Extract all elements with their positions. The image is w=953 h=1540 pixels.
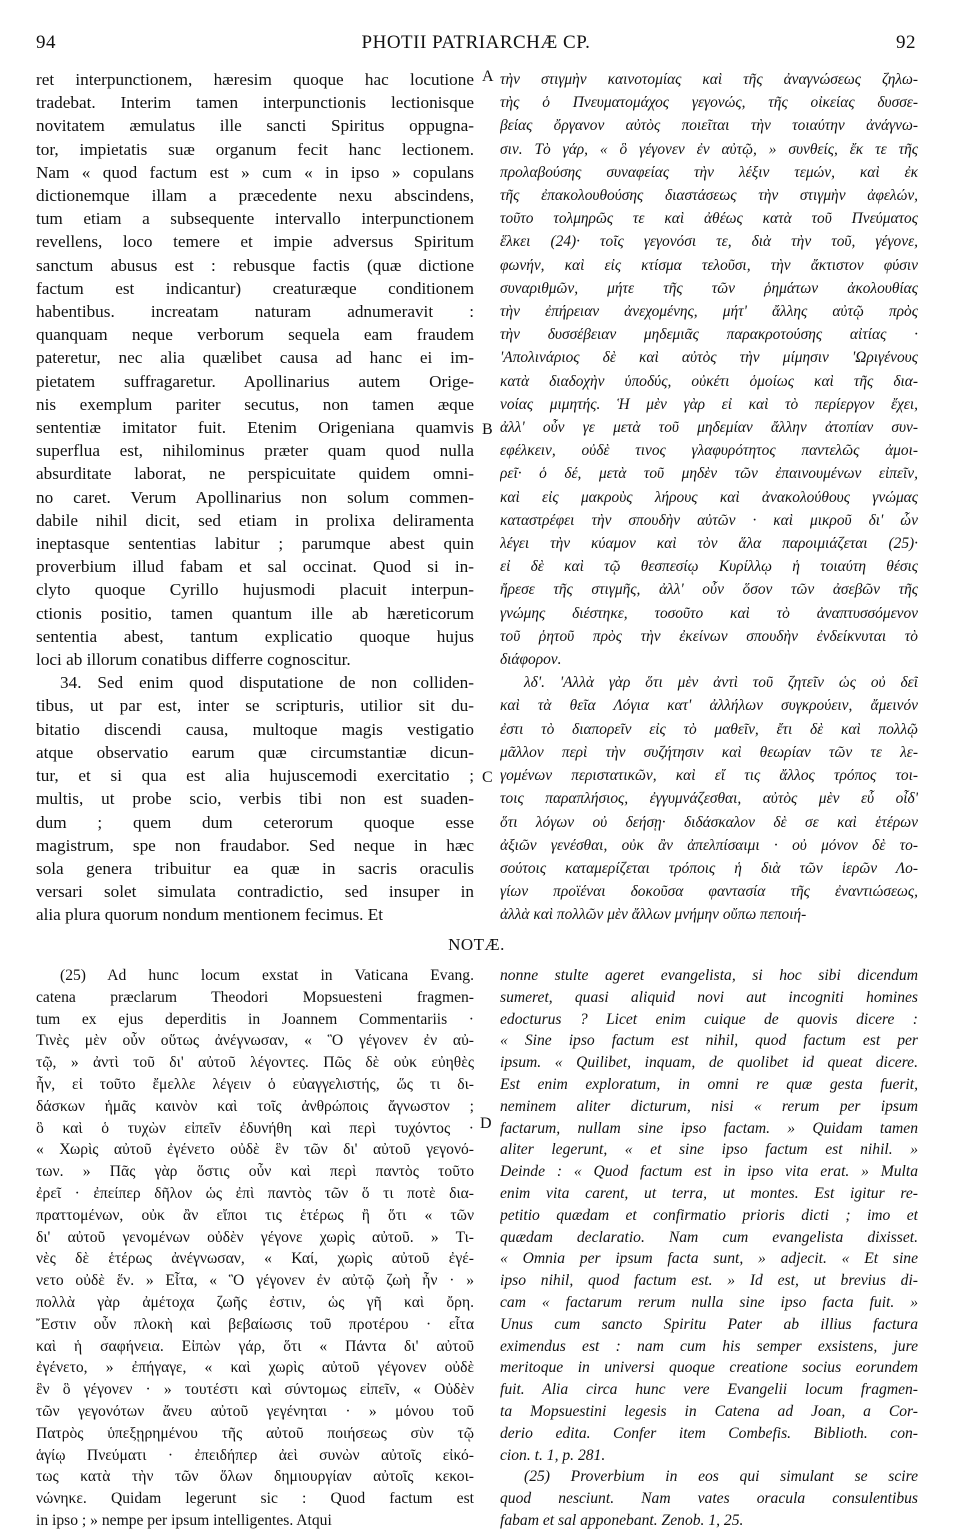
margin-marker-d: D — [480, 1115, 492, 1132]
text-line: tradebat. Interim tamen interpunctionis lectionisque — [36, 93, 474, 113]
text-line: ἐστι τὸ διαπορεῖν εἰς τὸ μαθεῖν, ἔτι δὲ καὶ πολλῷ — [500, 720, 918, 738]
text-line: superflua est, nihilominus præter quam quod nulla — [36, 441, 474, 461]
text-line: λέγει τὴν κύαμον καὶ τὸν ἅλα παροιμιάζεται (25)· — [500, 535, 918, 553]
text-line: nis exemplum pariter secutus, non tamen æque — [36, 394, 474, 414]
text-line: πολλὰ γὰρ ἀμέτοχα ζωῆς ἐστιν, ὡς γῆ καὶ ὄρη. — [36, 1293, 474, 1311]
latin-text-column — [36, 68, 474, 927]
text-line: factum est indicantur) creaturæque conditionem — [36, 278, 474, 298]
text-line: ἕλκει (24)· τοῖς γεγονόσι τε, διὰ τὴν τοῦ, γέγονε, — [500, 233, 918, 251]
text-line: multis, ut probe scio, verbis tibi non est suaden- — [36, 789, 474, 809]
text-line: tor, impietatis suæ organum fecit hanc lectionem. — [36, 139, 474, 159]
text-line: τῷ, » ἀντὶ τοῦ δι' αὐτοῦ λέγοντες. Πῶς δὲ οὐκ εὐηθὲς — [36, 1054, 474, 1072]
text-line: revellens, loco temere et impie adversus Spiritum — [36, 232, 474, 252]
text-line: ipso nihil, quod factum est. » Id est, ut brevius di- — [500, 1272, 918, 1290]
text-line: μᾶλλον περὶ τὴν συζήτησιν καὶ θεωρίαν τῶν τε λε- — [500, 743, 918, 761]
page-header — [36, 32, 916, 60]
text-line: no caret. Verum Apollinarius non solum commen- — [36, 487, 474, 507]
text-line: tibus, ut par est, inter se scripturis, utilior sit du- — [36, 696, 474, 716]
text-line: (25) Ad hunc locum exstat in Vaticana Evang. — [60, 967, 474, 984]
text-line: ipsum. « Quilibet, inquam, de quolibet id queat dicere. — [500, 1054, 918, 1072]
text-line: Unus cum sancto Spiritu Pater ab illius factura — [500, 1315, 918, 1333]
text-line: absurditate laborat, ne perspicuitate quidem omni- — [36, 464, 474, 484]
text-line: bitatio discendi causa, multoque magis vestigatio — [36, 719, 474, 739]
text-line: γομένων περιστατικῶν, καὶ εἴ τις ἄλλος τρόπος τοι- — [500, 767, 918, 785]
text-line: pateretur, nec alia quælibet causa ad hanc ei im- — [36, 348, 474, 368]
text-line: factarum, nullam sine ipso factam. » Quidam tamen — [500, 1119, 918, 1137]
text-line: νώνηκε. Quidam legerunt sic : Quod factum est — [36, 1490, 474, 1508]
text-line: aliter legerunt, « et sine ipso factum est nihil. » — [500, 1141, 918, 1159]
text-line: ὃ καὶ ὁ τυχὼν εἰπεῖν ἐδυνήθη καὶ περὶ τυχόντος · — [36, 1119, 474, 1137]
text-line: κατὰ διαδοχὴν ὑποδύς, οὐκέτι ὁμοίως καὶ τῆς δια- — [500, 372, 918, 390]
notes-heading: NOTÆ. — [448, 935, 505, 954]
text-line: 34. Sed enim quod disputatione de non colliden- — [60, 673, 474, 693]
text-line: sola genera tribuitur ea quæ in sacris oraculis — [36, 858, 474, 878]
text-line: ἤρεσε τῆς στιγμῆς, ἀλλ' οὖν ὅσον τῶν ἀσεβῶν τῆς — [500, 581, 918, 599]
text-line: sententiæ imitator fuit. Etenim Origeniana quamvis — [36, 418, 474, 438]
text-line: cion. t. 1, p. 281. — [500, 1446, 606, 1464]
text-line: dum ; quem dum ceterorum quoque esse — [36, 812, 474, 832]
text-line: derio edita. Confer item Combefis. Biblioth. con- — [500, 1424, 918, 1442]
text-line: τὴν δυσσέβειαν μηδεμιᾶς παρακροτούσης αἰτίας · — [500, 326, 918, 344]
text-line: σιν. Τὸ γάρ, « ὃ γέγονεν ἐν αὐτῷ, » συνθείς, ἔκ τε τῆς — [500, 140, 918, 158]
text-line: Τινὲς μὲν οὖν οὕτως ἀνέγνωσαν, « Ὃ γέγονεν ἐν αὐ- — [36, 1032, 474, 1050]
text-line: ineptasque sententias labitur ; parumque abest quin — [36, 534, 474, 554]
text-line: tum ex ejus deperditis in Joannem Commentariis · — [36, 1010, 474, 1028]
text-line: sanctum abusus est : rebusque factis (quæ dictione — [36, 255, 474, 275]
text-line: εἰ δὲ καὶ τῷ θεσπεσίῳ Κυρίλλῳ ἡ τοιαύτη θέσις — [500, 558, 918, 576]
text-line: ἐρεῖ · ἐπείπερ δῆλον ὡς ἐπὶ παντὸς τῶν ὅ τι ποτὲ δια- — [36, 1184, 474, 1202]
text-line: διάφορον. — [500, 651, 562, 669]
text-line: ἁγίῳ Πνεύματι · ἐπειδήπερ ἀεὶ συνὼν αὐτοῖς εἰκό- — [36, 1446, 474, 1464]
text-line: tum etiam a subsequente intervallo interpunctionem — [36, 209, 474, 229]
text-line: novitatem æmulatus ille sancti Spiritus oppugna- — [36, 116, 474, 136]
text-line: meritoque in universi quoque creatione socius eorundem — [500, 1359, 918, 1377]
text-line: ἐγένετο, » ἐπήγαγε, « καὶ χωρὶς αὐτοῦ γέγονεν οὐδὲ — [36, 1359, 474, 1377]
text-line: fuit. Alia circa hunc vere Evangelii locum fragmen- — [500, 1381, 918, 1399]
text-line: ret interpunctionem, hæresim quoque hac locutione — [36, 70, 474, 89]
text-line: δι' αὐτοῦ γενομένων οὐδὲν γέγονε χωρὶς αὐτοῦ. » Τι- — [36, 1228, 474, 1246]
text-line: ἦν, εἰ τοῦτο ἔμελλε λέγειν ὁ εὐαγγελιστής, ὥς τι δι- — [36, 1075, 474, 1093]
notes-left-column — [36, 965, 474, 1532]
text-line: τοις παραπλήσιος, ἐγγυμνάζεσθαι, αὐτὸς μὲν εὖ οἶδ' — [500, 790, 918, 808]
text-line: σούτοις καταμερίζεται τρόποις ἡ διὰ τῶν ἱερῶν Λο- — [500, 859, 918, 877]
text-line: eximendus est : nam cum his semper exsistens, jure — [500, 1337, 918, 1355]
margin-marker-a: A — [482, 68, 494, 85]
page-number-left: 94 — [36, 32, 56, 53]
text-line: ἀξιῶν γενέσθαι, οὐκ ἂν ἀπελπίσαιμι · οὐ μόνον δὲ το- — [500, 836, 918, 854]
text-line: sumeret, quasi aliquid novi aut incogniti homines — [500, 988, 918, 1006]
text-line: versari solet simulata contradictio, sed insuper in — [36, 882, 474, 902]
text-line: enim vita carent, ut terra, ut montes. Est igitur re- — [500, 1184, 918, 1202]
text-line: εφέλκειν, οὐδὲ τινος γλαφυρότητος παντελῶς ἀμοι- — [500, 442, 918, 460]
text-line: 'Απολινάριος δὲ καὶ αὐτὸς τὴν μίμησιν 'Ωριγένους — [500, 349, 918, 367]
notes-right-column — [500, 965, 918, 1532]
text-line: quanquam neque verborum sequela eam fraudem — [36, 325, 474, 345]
text-line: συναριθμῶν, μήτε τῆς τῶν ῥημάτων ἀκολουθίας — [500, 279, 918, 297]
text-line: quædam declaratio. Nam cum evangelista dixisset. — [500, 1228, 918, 1246]
text-line: βείας ὄργανον αὐτὸς ποιεῖται τὴν τοιαύτην ἀνάγνω- — [500, 117, 918, 135]
text-line: neminem aliter dicturum, nisi « rerum per ipsum — [500, 1097, 918, 1115]
text-line: τὴν στιγμὴν καινοτομίας καὶ τῆς ἀναγνώσεως ζηλω- — [500, 71, 918, 88]
text-line: Ἔστιν οὖν πλοκὴ καὶ βεβαίωσις τοῦ προτέρου · εἶτα — [36, 1315, 474, 1333]
text-line: ἓν ὃ γέγονεν · » τουτέστι καὶ σύντομως εἰπεῖν, « Οὐδὲν — [36, 1381, 474, 1399]
text-line: τῆς ἐπακολουθούσης διαστάσεως τὴν στιγμὴν ἀφελών, — [500, 187, 918, 205]
text-line: τως κατὰ τὴν τῶν ὅλων δημιουργίαν αὐτοῖς κεκοι- — [36, 1468, 474, 1486]
text-line: φωνήν, καὶ εἰς κτίσμα τελοῦσι, τὴν ἄκτιστον φύσιν — [500, 256, 918, 274]
text-line: habentibus. increatam naturam adnumeravit : — [36, 302, 474, 322]
text-line: τὴν ἐπήρειαν ἀνεχομένης, μήτ' ἄλλης αὐτῷ πρὸς — [500, 303, 918, 321]
margin-marker-b: B — [482, 421, 493, 438]
text-line: δάσκων ἡμᾶς καινὸν καὶ τοῖς ἀνθρώποις ἄγνωστον ; — [36, 1097, 474, 1115]
text-line: cam « factarum rerum nulla sine ipso facta fuit. » — [500, 1293, 918, 1311]
text-line: νὲς δὲ ἑτέρως ἀνέγνωσαν, « Καί, χωρὶς αὐτοῦ ἐγέ- — [36, 1250, 474, 1268]
text-line: ἀλλὰ καὶ πολλῶν μὲν ἄλλων μνήμην οὔπω πεποιή- — [500, 906, 807, 924]
text-line: Πατρὸς ὑπεξῃρημένου τῆς αὐτοῦ ποιήσεως σὺν τῷ — [36, 1424, 474, 1442]
text-line: nonne stulte ageret evangelista, si hoc sibi dicendum — [500, 967, 918, 984]
text-line: τὴς ὁ Πνευματομάχος γεγονώς, τῆς οἰκείας δυσσε- — [500, 94, 918, 112]
text-line: καὶ ἡ σαφήνεια. Εἰπὼν γάρ, ὅτι « Πάντα δι' αὐτοῦ — [36, 1337, 474, 1355]
text-line: atque observatio earum quæ circumstantiæ dicun- — [36, 742, 474, 762]
text-line: sententia abest, tantum explicatio quoque hujus — [36, 626, 474, 646]
text-line: γνώμης διέστηκε, τοσοῦτο καὶ τὸ ἀναπτυσσόμενον — [500, 604, 918, 622]
text-line: petitio quædam et confirmatio prioris dicti ; imo et — [500, 1206, 918, 1224]
text-line: τῶν γεγονότων ἄνευ αὐτοῦ γεγένηται · » μόνου τοῦ — [36, 1402, 474, 1420]
text-line: magistrum, spe non fraudabor. Sed neque in hæc — [36, 835, 474, 855]
text-line: Deinde : « Quod factum est in ipso vita erat. » Multa — [500, 1163, 918, 1181]
text-line: ρεῖ· ὁ δέ, μετὰ τοῦ μηδὲν τῶν ἐπαινουμένων εἰπεῖν, — [500, 465, 918, 483]
text-line: ἀλλ' οὖν γε μετὰ τοῦ μηδεμίαν ἄλλην ἀτοπίαν συν- — [500, 419, 918, 437]
text-line: (25) Proverbium in eos qui simulant se scire — [524, 1468, 918, 1486]
running-title: PHOTII PATRIARCHÆ CP. — [361, 32, 591, 53]
text-line: πραττομένων, οὐκ ἂν εἴποι τις ἑτέρως ἢ ὅτι « τῶν — [36, 1206, 474, 1224]
text-line: καταστρέφει τὴν σπουδὴν αὐτῶν · καὶ μικροῦ δι' ὧν — [500, 511, 918, 529]
text-line: proverbium illud fabam et sal occinat. Quod si in- — [36, 557, 474, 577]
text-line: ὅτι λόγων οὐ δεήσῃ· διδάσκαλον δὲ σε καὶ ἑτέρων — [500, 813, 918, 831]
page-number-right: 92 — [896, 32, 916, 53]
text-line: quod nesciunt. Nam vates oracula consulentibus — [500, 1490, 918, 1508]
text-line: tur, et si qua est alia hujuscemodi exercitatio ; — [36, 766, 474, 786]
greek-text-column — [500, 68, 918, 927]
text-line: « Χωρὶς αὐτοῦ ἐγένετο οὐδὲ ἓν τῶν δι' αὐτοῦ γεγονό- — [36, 1141, 474, 1159]
margin-marker-c: C — [482, 769, 493, 786]
text-line: Nam « quod factum est » cum « in ipso » copulans — [36, 162, 474, 182]
text-line: catena præclarum Theodori Mopsuesteni fragmen- — [36, 988, 474, 1006]
text-line: ctionis positio, tamen quantum ille ab hæreticorum — [36, 603, 474, 623]
text-line: ta Mopsuestini legesis in Catena ad Joan, a Cor- — [500, 1402, 918, 1420]
text-line: νετο οὐδὲ ἕν. » Εἶτα, « Ὃ γέγονεν ἐν αὐτῷ ζωὴ ἦν · » — [36, 1272, 474, 1290]
text-line: τοῦ ῥητοῦ πρὸς τὴν ἐκείνων σπουδὴν ἐνδείκνυται τὸ — [500, 627, 918, 645]
text-line: pietatem suffragaretur. Apollinarius autem Orige- — [36, 371, 474, 391]
text-line: Est enim exploratum, in omni re quæ gesta fuerit, — [500, 1075, 918, 1093]
text-line: γίων προϊέναι δοκοῦσα φαντασία τῆς ἐναντιώσεως, — [500, 883, 918, 901]
text-line: fabam et sal apponebant. Zenob. 1, 25. — [500, 1511, 744, 1529]
text-line: καὶ εἰς μακροὺς λήρους καὶ ἀνακολούθους γνώμας — [500, 488, 918, 506]
text-line: « Omnia per ipsum facta sunt, » adjecit. « Et sine — [500, 1250, 918, 1268]
text-line: alia plura quorum nondum mentionem fecimus. Et — [36, 905, 384, 925]
text-line: νοίας μιμητής. Ἡ μὲν γὰρ εἰ καὶ τὸ περίεργον ἔχει, — [500, 395, 918, 413]
text-line: in ipso ; » nempe per ipsum intelligentes. Atqui — [36, 1511, 332, 1529]
text-line: καὶ τὰ θεῖα Λόγια κατ' ἀλλήλων συγκρούειν, ἄμεινόν — [500, 697, 918, 715]
text-line: clyto quoque Cyrillo hujusmodi placuit interpun- — [36, 580, 474, 600]
text-line: dabile nihil dicit, sed etiam in prolixa deliramenta — [36, 510, 474, 530]
text-line: λδ'. 'Αλλὰ γὰρ ὅτι μὲν ἀντὶ τοῦ ζητεῖν ὡς οὐ δεῖ — [524, 674, 918, 692]
text-line: dictionemque illam a præcedente nexu abscindens, — [36, 186, 474, 206]
text-line: των. » Πᾶς γὰρ ὅστις οὖν καὶ περὶ παντὸς τοῦτο — [36, 1163, 474, 1181]
text-line: « Sine ipso factum est nihil, quod factum est per — [500, 1032, 918, 1050]
text-line: τοῦτο τολμηρῶς τε καὶ ἀθέως κατὰ τοῦ Πνεύματος — [500, 210, 918, 228]
text-line: προλαβούσης συναφείας τὴν λέξιν τεμών, καὶ ἐκ — [500, 163, 918, 181]
text-line: loci ab illorum conatibus differre cognoscitur. — [36, 650, 351, 670]
text-line: edocturus ? Licet enim cuique de quovis dicere : — [500, 1010, 918, 1028]
